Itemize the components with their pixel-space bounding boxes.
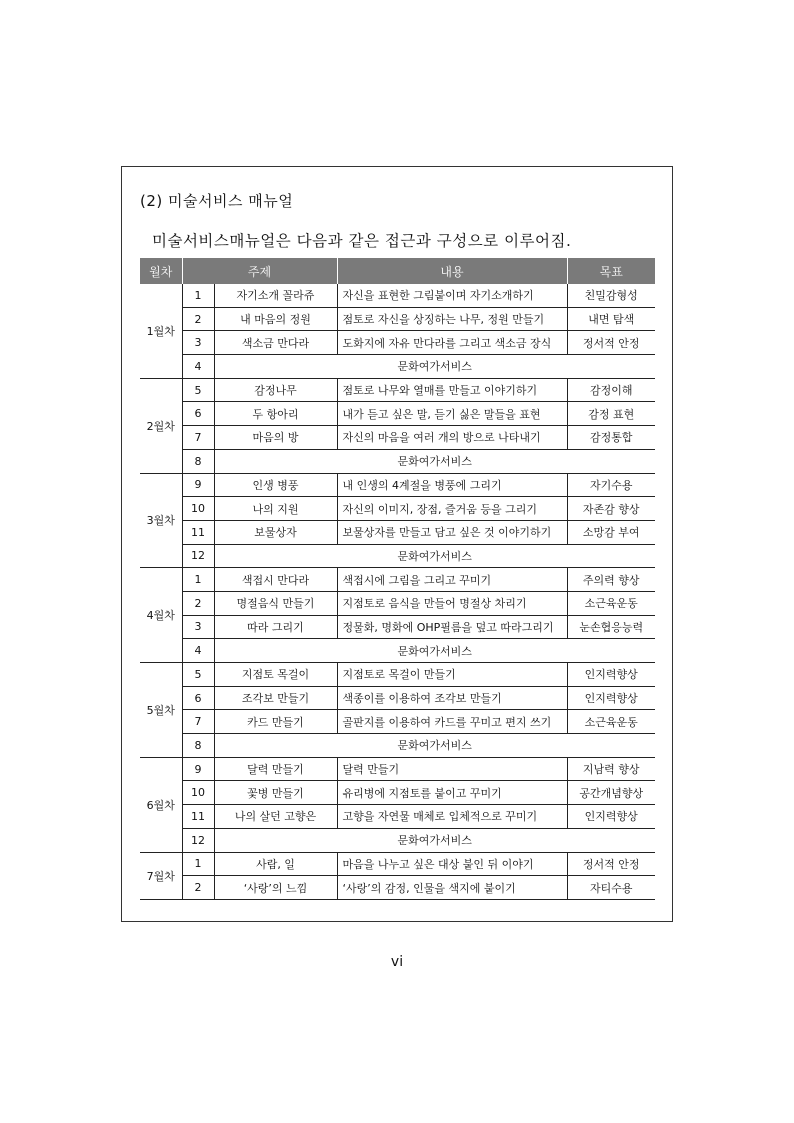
month-cell: 3월차 [140,473,182,568]
goal-cell: 인지력향상 [567,663,655,687]
table-row [140,520,655,544]
content-cell: 도화지에 자유 만다라를 그리고 색소금 장식 [337,331,567,355]
table-row [140,852,655,876]
topic-cell: 따라 그리기 [214,615,337,639]
goal-cell: 친밀감형성 [567,284,655,307]
goal-cell: 지남력 향상 [567,757,655,781]
table-row [140,473,655,497]
content-cell: 자신을 표현한 그림붙이며 자기소개하기 [337,284,567,307]
table-row [140,449,655,473]
table-row [140,710,655,734]
content-cell: 달력 만들기 [337,757,567,781]
content-cell: ‘사랑’의 감정, 인물을 색지에 붙이기 [337,876,567,900]
table-row [140,686,655,710]
content-cell: 고향을 자연물 매체로 입체적으로 꾸미기 [337,805,567,829]
topic-cell: 나의 지원 [214,497,337,521]
header-topic: 주제 [182,258,337,284]
goal-cell: 자티수용 [567,876,655,900]
table-row [140,544,655,568]
month-cell: 7월차 [140,852,182,899]
content-cell: 내가 듣고 싶은 말, 듣기 싫은 말들을 표현 [337,402,567,426]
table-row [140,639,655,663]
topic-cell: 조각보 만들기 [214,686,337,710]
table-row [140,497,655,521]
topic-cell: 명절음식 만들기 [214,591,337,615]
service-cell: 문화여가서비스 [214,828,655,852]
month-cell: 6월차 [140,757,182,852]
session-number-cell: 11 [182,805,214,829]
topic-cell: 카드 만들기 [214,710,337,734]
table-row [140,876,655,900]
content-cell: 마음을 나누고 싶은 대상 붙인 뒤 이야기 [337,852,567,876]
table-row [140,734,655,758]
session-number-cell: 2 [182,591,214,615]
session-number-cell: 5 [182,378,214,402]
topic-cell: 마음의 방 [214,426,337,450]
table-row [140,402,655,426]
session-number-cell: 3 [182,615,214,639]
header-content: 내용 [337,258,567,284]
session-number-cell: 2 [182,307,214,331]
goal-cell: 소근육운동 [567,710,655,734]
month-cell: 5월차 [140,663,182,758]
session-number-cell: 1 [182,852,214,876]
program-table [140,258,655,900]
goal-cell: 인지력향상 [567,805,655,829]
content-cell: 보물상자를 만들고 담고 싶은 것 이야기하기 [337,520,567,544]
session-number-cell: 10 [182,781,214,805]
session-number-cell: 1 [182,568,214,592]
topic-cell: ‘사랑’의 느낌 [214,876,337,900]
session-number-cell: 3 [182,331,214,355]
session-number-cell: 8 [182,734,214,758]
table-row [140,568,655,592]
goal-cell: 자존감 향상 [567,497,655,521]
content-cell: 골판지를 이용하여 카드를 꾸미고 편지 쓰기 [337,710,567,734]
intro-text: 미술서비스매뉴얼은 다음과 같은 접근과 구성으로 이루어짐. [152,232,572,250]
topic-cell: 색소금 만다라 [214,331,337,355]
service-cell: 문화여가서비스 [214,639,655,663]
content-cell: 색종이를 이용하여 조각보 만들기 [337,686,567,710]
goal-cell: 감정통합 [567,426,655,450]
topic-cell: 나의 살던 고향은 [214,805,337,829]
table-row [140,355,655,379]
table-row [140,307,655,331]
page-number: vi [390,954,404,970]
topic-cell: 내 마음의 정원 [214,307,337,331]
table-header-row [140,258,655,284]
service-cell: 문화여가서비스 [214,734,655,758]
goal-cell: 자기수용 [567,473,655,497]
goal-cell: 소근육운동 [567,591,655,615]
topic-cell: 지점토 목걸이 [214,663,337,687]
session-number-cell: 1 [182,284,214,307]
topic-cell: 인생 병풍 [214,473,337,497]
table-row [140,378,655,402]
topic-cell: 꽃병 만들기 [214,781,337,805]
session-number-cell: 2 [182,876,214,900]
goal-cell: 내면 탐색 [567,307,655,331]
session-number-cell: 10 [182,497,214,521]
topic-cell: 보물상자 [214,520,337,544]
header-month: 월차 [140,258,182,284]
session-number-cell: 6 [182,402,214,426]
topic-cell: 사람, 일 [214,852,337,876]
session-number-cell: 6 [182,686,214,710]
table-row [140,663,655,687]
topic-cell: 두 항아리 [214,402,337,426]
month-cell: 2월차 [140,378,182,473]
session-number-cell: 8 [182,449,214,473]
month-cell: 1월차 [140,284,182,378]
session-number-cell: 7 [182,710,214,734]
goal-cell: 정서적 안정 [567,852,655,876]
content-cell: 자신의 마음을 여러 개의 방으로 나타내기 [337,426,567,450]
content-cell: 자신의 이미지, 장점, 즐거움 등을 그리기 [337,497,567,521]
topic-cell: 감정나무 [214,378,337,402]
session-number-cell: 5 [182,663,214,687]
topic-cell: 색접시 만다라 [214,568,337,592]
session-number-cell: 7 [182,426,214,450]
content-cell: 유리병에 지점토를 붙이고 꾸미기 [337,781,567,805]
topic-cell: 자기소개 꼴라쥬 [214,284,337,307]
goal-cell: 감정 표현 [567,402,655,426]
table-row [140,591,655,615]
content-cell: 정물화, 명화에 OHP필름을 덮고 따라그리기 [337,615,567,639]
table-row [140,781,655,805]
header-goal: 목표 [567,258,655,284]
table-row [140,426,655,450]
session-number-cell: 4 [182,355,214,379]
content-cell: 지점토로 음식을 만들어 명절상 차리기 [337,591,567,615]
section-title: (2) 미술서비스 매뉴얼 [140,192,294,210]
table-row [140,805,655,829]
content-cell: 점토로 자신을 상징하는 나무, 정원 만들기 [337,307,567,331]
goal-cell: 인지력향상 [567,686,655,710]
content-cell: 점토로 나무와 열매를 만들고 이야기하기 [337,378,567,402]
month-cell: 4월차 [140,568,182,663]
goal-cell: 감정이해 [567,378,655,402]
table-row [140,615,655,639]
goal-cell: 주의력 향상 [567,568,655,592]
service-cell: 문화여가서비스 [214,449,655,473]
table-row [140,331,655,355]
content-cell: 내 인생의 4계절을 병풍에 그리기 [337,473,567,497]
content-cell: 색접시에 그림을 그리고 꾸미기 [337,568,567,592]
content-cell: 지점토로 목걸이 만들기 [337,663,567,687]
service-cell: 문화여가서비스 [214,355,655,379]
session-number-cell: 11 [182,520,214,544]
goal-cell: 공간개념향상 [567,781,655,805]
goal-cell: 소망감 부여 [567,520,655,544]
session-number-cell: 12 [182,828,214,852]
table-row [140,757,655,781]
session-number-cell: 9 [182,473,214,497]
goal-cell: 눈손협응능력 [567,615,655,639]
table-row [140,828,655,852]
service-cell: 문화여가서비스 [214,544,655,568]
session-number-cell: 9 [182,757,214,781]
session-number-cell: 12 [182,544,214,568]
goal-cell: 정서적 안정 [567,331,655,355]
table-row [140,284,655,307]
topic-cell: 달력 만들기 [214,757,337,781]
session-number-cell: 4 [182,639,214,663]
